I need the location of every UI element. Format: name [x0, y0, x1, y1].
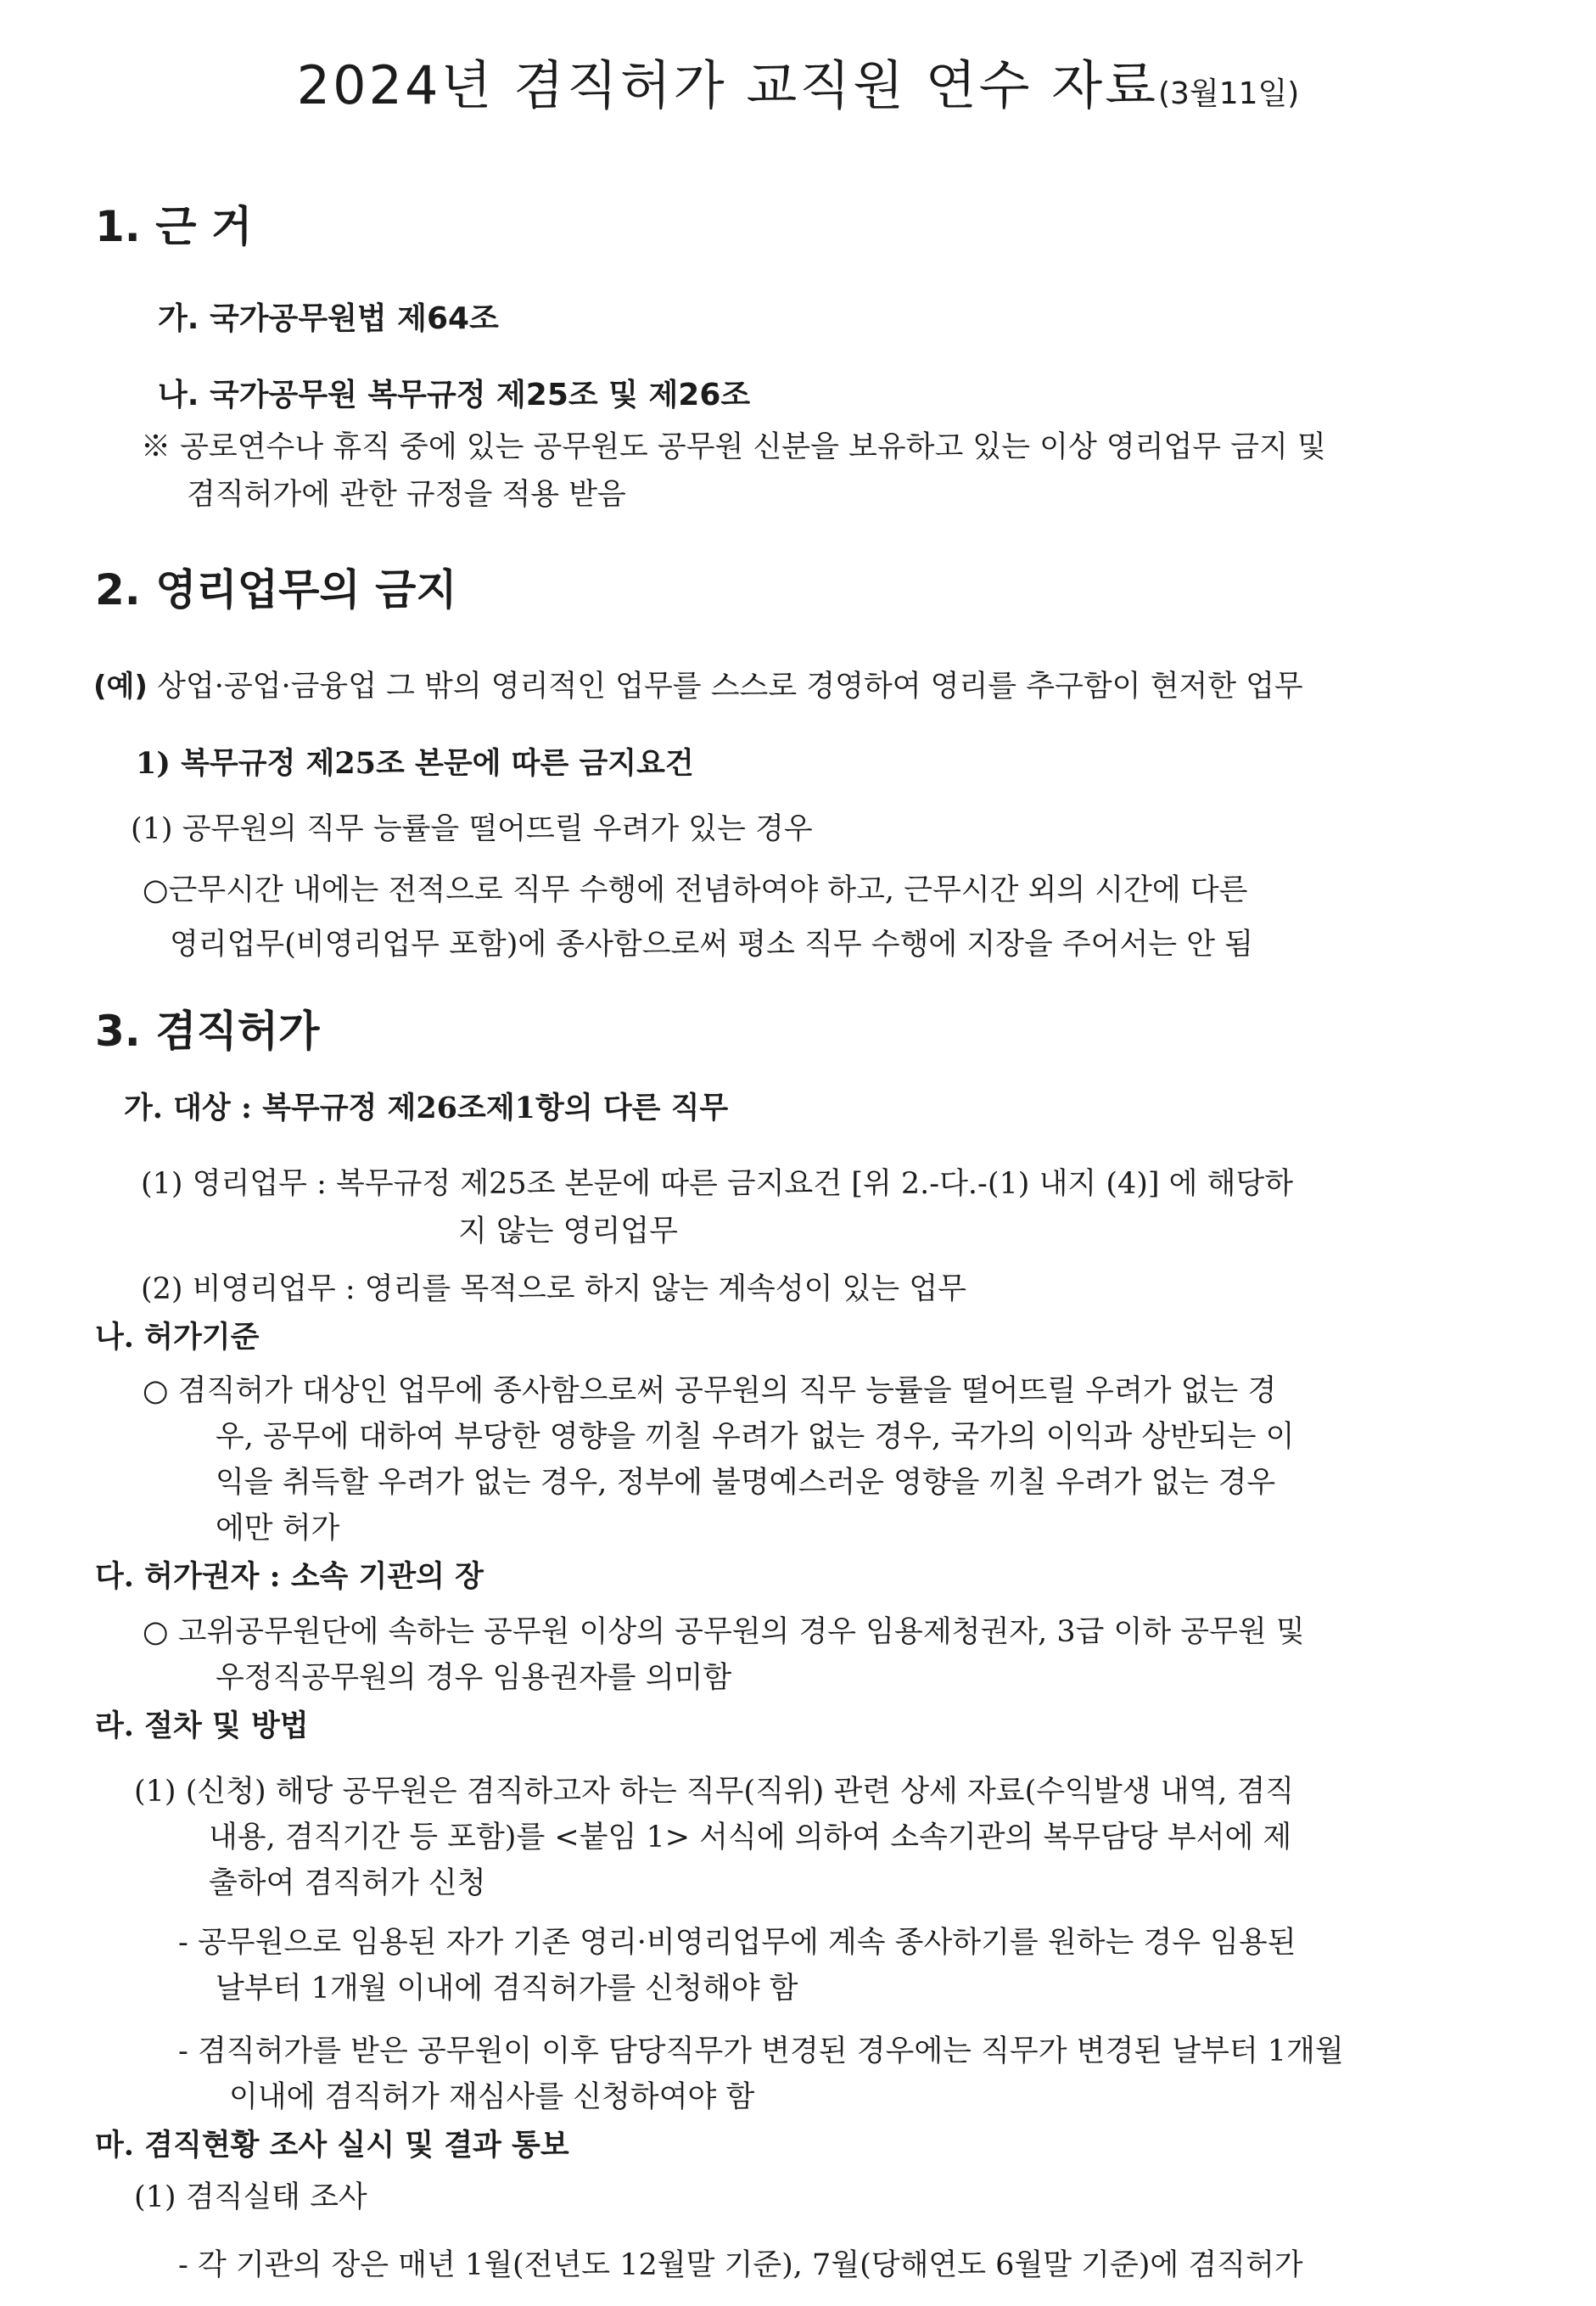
section-3-ma-1: (1) 겸직실태 조사 [134, 2180, 367, 2214]
section-1-note-line-1: ※ 공로연수나 휴직 중에 있는 공무원도 공무원 신분을 보유하고 있는 이상 영리업무 금지 및 [141, 430, 1326, 464]
section-3-ga-2: (2) 비영리업무 : 영리를 목적으로 하지 않는 계속성이 있는 업무 [141, 1272, 966, 1306]
section-3-ma-label: 마. 겸직현황 조사 실시 및 결과 통보 [95, 2128, 569, 2163]
section-2-example: (예) 상업·공업·금융업 그 밖의 영리적인 업무를 스스로 경영하여 영리를 추구함이 현저한 업무 [93, 670, 1303, 704]
section-2-bullet-line-2: 영리업무(비영리업무 포함)에 종사함으로써 평소 직무 수행에 지장을 주어서는 안 됨 [170, 928, 1253, 962]
section-3-na-line-4: 에만 허가 [216, 1512, 340, 1546]
section-3-ma-dash-1: - 각 기관의 장은 매년 1월(전년도 12월말 기준), 7월(당해연도 6월말 기준)에 겸직허가 [178, 2248, 1303, 2282]
section-3-na-line-2: 우, 공무에 대하여 부당한 영향을 끼칠 우려가 없는 경우, 국가의 이익과 상반되는 이 [216, 1420, 1295, 1454]
section-3-ga: 가. 대상 : 복무규정 제26조제1항의 다른 직무 [124, 1091, 729, 1125]
section-3-ra-dash-1-line-1: - 공무원으로 임용된 자가 기존 영리·비영리업무에 계속 종사하기를 원하는 경우 임용된 [178, 1926, 1296, 1960]
section-3-ra-1-line-2: 내용, 겸직기간 등 포함)를 <붙임 1> 서식에 의하여 소속기관의 복무담당 부서에 제 [209, 1821, 1292, 1854]
section-3-ra-dash-2-line-2: 이내에 겸직허가 재심사를 신청하여야 함 [229, 2080, 755, 2114]
section-3-ra-1-line-1: (1) (신청) 해당 공무원은 겸직하고자 하는 직무(직위) 관련 상세 자료(수익발생 내역, 겸직 [134, 1775, 1295, 1809]
section-2-sub-1: 1) 복무규정 제25조 본문에 따른 금지요건 [136, 746, 694, 781]
document-title: 2024년 겸직허가 교직원 연수 자료(3월11일) [296, 54, 1300, 116]
section-2-heading: 2. 영리업무의 금지 [95, 565, 457, 614]
section-3-ra-1-line-3: 출하여 겸직허가 신청 [209, 1866, 486, 1900]
section-2-item-1: (1) 공무원의 직무 능률을 떨어뜨릴 우려가 있는 경우 [131, 812, 813, 846]
section-3-ga-1-line-1: (1) 영리업무 : 복무규정 제25조 본문에 따른 금지요건 [위 2.-다.-(1) 내지 (4)] 에 해당하 [141, 1167, 1294, 1201]
section-3-ra-dash-2-line-1: - 겸직허가를 받은 공무원이 이후 담당직무가 변경된 경우에는 직무가 변경된 날부터 1개월 [178, 2034, 1344, 2068]
section-1-note-line-2: 겸직허가에 관한 규정을 적용 받음 [187, 478, 626, 512]
section-3-heading: 3. 겸직허가 [95, 1007, 320, 1056]
section-3-ra-label: 라. 절차 및 방법 [95, 1708, 309, 1743]
section-3-da-line-2: 우정직공무원의 경우 임용권자를 의미함 [216, 1661, 732, 1695]
section-3-ga-1-line-2: 지 않는 영리업무 [458, 1215, 678, 1248]
title-date: (3월11일) [1157, 76, 1300, 111]
section-3-da-line-1: ○ 고위공무원단에 속하는 공무원 이상의 공무원의 경우 임용제청권자, 3급 이하 공무원 및 [143, 1615, 1305, 1649]
section-1-item-ga: 가. 국가공무원법 제64조 [158, 301, 499, 336]
section-1-heading: 1. 근 거 [95, 202, 253, 251]
section-3-na-line-1: ○ 겸직허가 대상인 업무에 종사함으로써 공무원의 직무 능률을 떨어뜨릴 우려가 없는 경 [143, 1374, 1277, 1408]
section-2-bullet-line-1: ○근무시간 내에는 전적으로 직무 수행에 전념하여야 하고, 근무시간 외의 시간에 다른 [143, 873, 1248, 907]
section-3-na-line-3: 익을 취득할 우려가 없는 경우, 정부에 불명예스러운 영향을 끼칠 우려가 없는 경우 [216, 1466, 1276, 1500]
section-3-da: 다. 허가권자 : 소속 기관의 장 [95, 1559, 484, 1594]
section-1-item-na: 나. 국가공무원 복무규정 제25조 및 제26조 [158, 378, 751, 412]
section-3-ra-dash-1-line-2: 날부터 1개월 이내에 겸직허가를 신청해야 함 [216, 1972, 798, 2006]
example-tag: (예) [93, 670, 148, 704]
section-3-na-label: 나. 허가기준 [95, 1320, 260, 1355]
